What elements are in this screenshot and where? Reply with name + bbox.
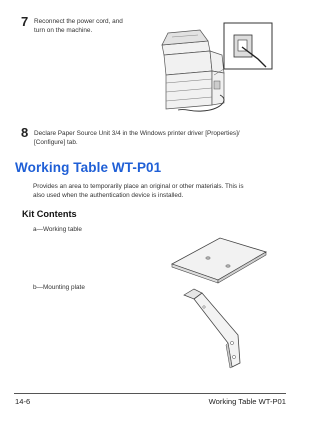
section-intro [33,183,244,200]
printer-power-cord-illustration [150,15,275,115]
kit-item-mounting-plate-label: b—Mounting plate [33,284,85,291]
running-title: Working Table WT-P01 [208,397,286,406]
step-8-line-2: [Configure] tab. [34,138,78,146]
kit-item-working-table-label: a—Working table [33,226,82,233]
working-table-illustration [170,230,270,285]
section-intro-line-2: also used when the authentication device is installed. [33,191,184,199]
mounting-plate-illustration [180,285,250,370]
kit-contents-heading: Kit Contents [22,209,77,219]
step-8-text [34,130,240,147]
step-8-number: 8 [21,125,29,140]
section-title: Working Table WT-P01 [15,160,162,175]
step-7-line-1: Reconnect the power cord, and [34,18,123,25]
step-7-line-2: turn on the machine. [34,26,93,34]
step-7-text [34,18,123,35]
page-number: 14-6 [15,397,31,406]
step-8-line-1: Declare Paper Source Unit 3/4 in the Windows printer driver [Properties]/ [34,130,240,137]
section-intro-line-1: Provides an area to temporarily place an original or other materials. This is [33,183,244,190]
step-7-number: 7 [21,14,29,29]
footer-divider [14,393,286,394]
